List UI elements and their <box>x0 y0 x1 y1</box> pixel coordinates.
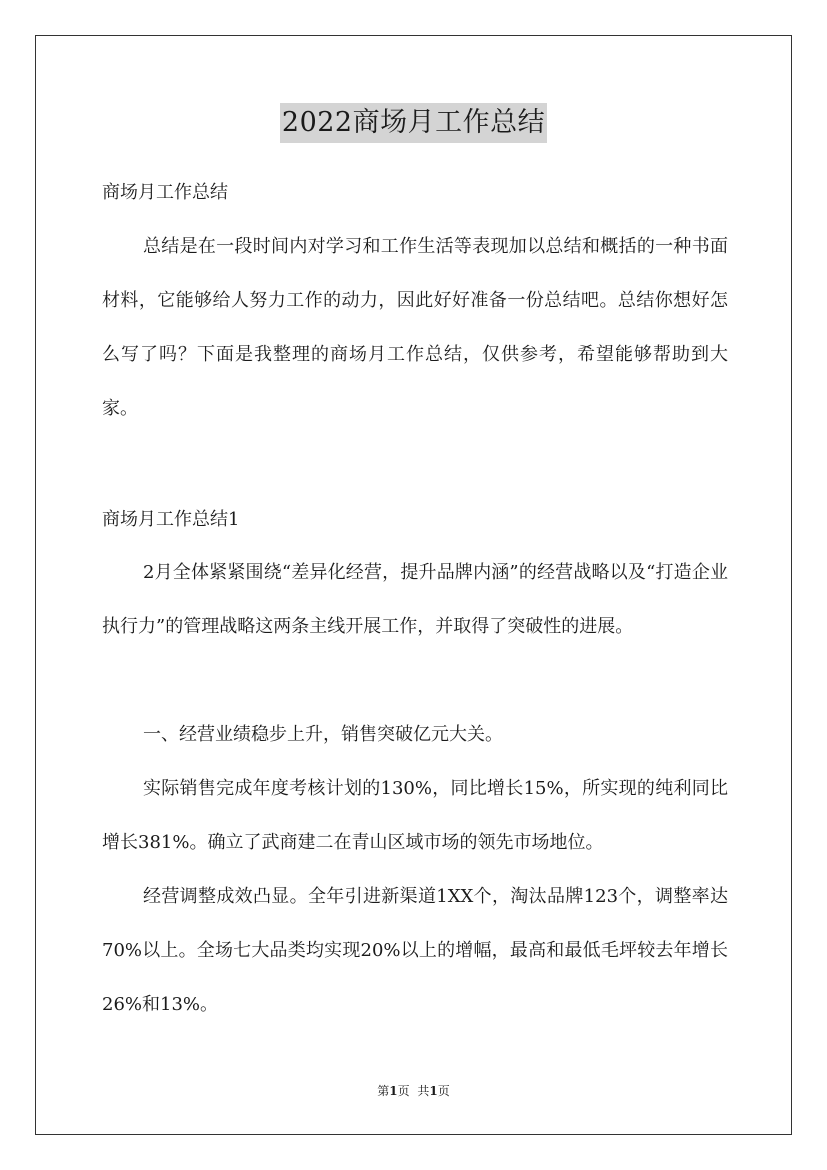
intro-paragraph: 总结是在一段时间内对学习和工作生活等表现加以总结和概括的一种书面材料，它能够给人努力工作的动力，因此好好准备一份总结吧。总结你想好怎么写了吗？下面是我整理的商场月工作总结，仅供参考，希望能够帮助到大家。 <box>102 236 728 419</box>
footer-total-number: 1 <box>429 1084 438 1098</box>
title-container <box>0 103 827 143</box>
body-paragraph-1: 2月全体紧紧围绕“差异化经营，提升品牌内涵”的经营战略以及“打造企业执行力”的管理战略这两条主线开展工作，并取得了突破性的进展。 <box>102 562 728 637</box>
page-footer <box>0 1083 827 1099</box>
footer-total-suffix: 页 <box>437 1084 450 1098</box>
body-paragraph-3: 实际销售完成年度考核计划的130%，同比增长15%，所实现的纯利同比增长381%。确立了武商建二在青山区域市场的领先市场地位。 <box>102 778 728 853</box>
footer-page-suffix: 页 <box>397 1084 410 1098</box>
section-heading: 商场月工作总结1 <box>102 509 240 530</box>
body-paragraph-4: 经营调整成效凸显。全年引进新渠道1XX个，淘汰品牌123个，调整率达70%以上。全场七大品类均实现20%以上的增幅，最高和最低毛坪较去年增长26%和13%。 <box>102 886 728 1015</box>
footer-page-prefix: 第 <box>377 1084 390 1098</box>
body-paragraph-2: 一、经营业绩稳步上升，销售突破亿元大关。 <box>143 724 503 745</box>
footer-page-number: 1 <box>389 1084 398 1098</box>
footer-total-prefix: 共 <box>417 1084 430 1098</box>
document-subtitle: 商场月工作总结 <box>102 182 228 203</box>
document-title: 2022商场月工作总结 <box>280 103 547 143</box>
